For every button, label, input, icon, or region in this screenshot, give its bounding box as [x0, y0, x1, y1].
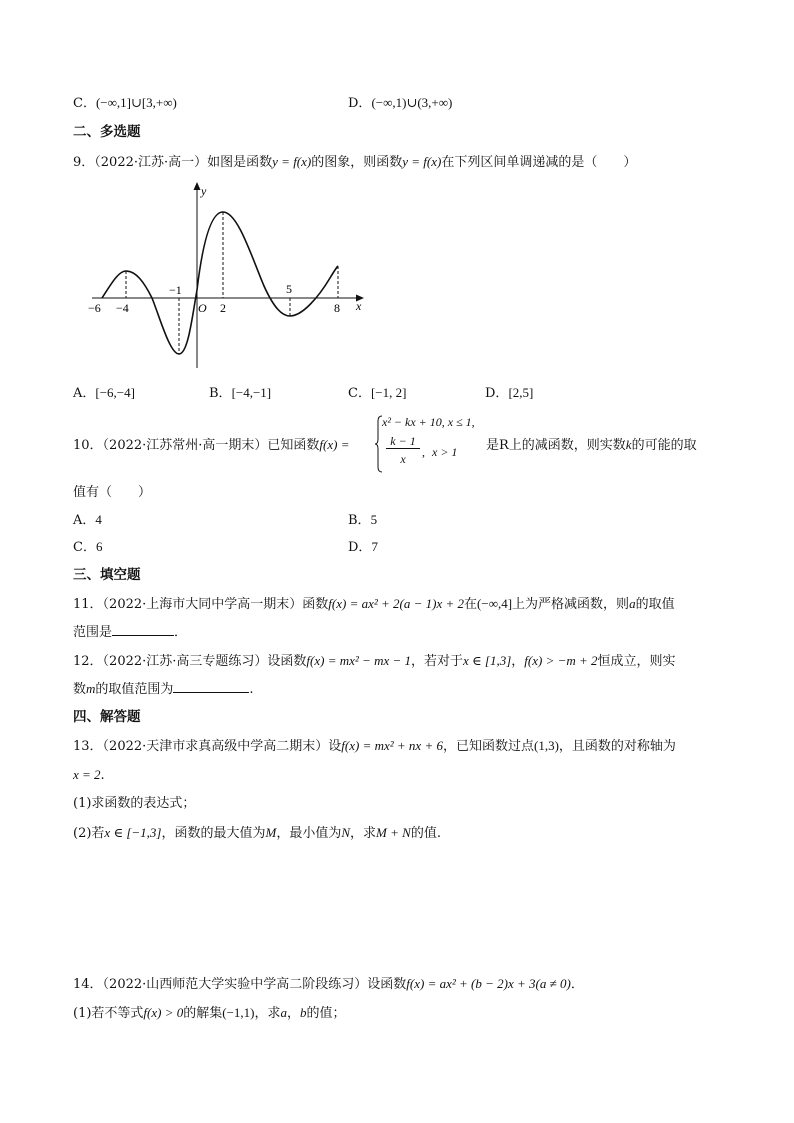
function-curve: [102, 212, 338, 354]
q10-piece-1: x² − kx + 10, x ≤ 1,: [382, 415, 475, 429]
y-axis-label: y: [201, 184, 207, 198]
q9-option-b: B．[−4,−1]: [209, 385, 272, 401]
tick-label: 2: [220, 301, 226, 315]
tick-label: 5: [286, 282, 292, 296]
y-axis-arrow: [194, 182, 201, 190]
q10-piece-2-comma: ,: [422, 445, 425, 459]
section-title-multiple-choice: 二、多选题: [73, 124, 141, 140]
q10-piece-2-condition: x > 1: [432, 445, 458, 459]
q11-stem-continuation: 范围是 ．: [73, 625, 188, 640]
q9-option-c: C．[−1, 2]: [348, 385, 407, 401]
q10-stem-continuation: 值有（ ）: [73, 485, 152, 500]
q10-piece-2-denominator: x: [400, 452, 406, 466]
q9-function-graph: [80, 178, 380, 378]
q10-option-c: C．6: [73, 539, 103, 555]
q12-stem-continuation: 数m的取值范围为 .: [73, 681, 254, 697]
q10-option-b: B．5: [348, 512, 378, 528]
q14-part-1: (1)若不等式f(x) > 0的解集(−1,1)，求a，b的值；: [73, 1005, 346, 1021]
q10-stem-end: 是R上的减函数，则实数k的可能的取: [486, 437, 697, 453]
tick-label: −1: [169, 283, 182, 297]
q13-axis: x = 2.: [73, 767, 105, 783]
origin-label: O: [198, 301, 207, 315]
q12-stem: 12．（2022·江苏·高三专题练习）设函数f(x) = mx² − mx − 1，若对于x ∈ [1,3]，f(x) > −m + 2恒成立，则实: [73, 653, 676, 669]
q10-stem-start: 10．（2022·江苏常州·高一期末）已知函数f(x) =: [73, 437, 350, 453]
q9-option-d: D．[2,5]: [485, 385, 534, 401]
q11-stem: 11．（2022·上海市大同中学高一期末）函数f(x) = ax² + 2(a − 1)x + 2在(−∞,4]上为严格减函数，则a的取值: [73, 596, 675, 612]
tick-label: −4: [116, 301, 129, 315]
q13-stem: 13．（2022·天津市求真高级中学高二期末）设f(x) = mx² + nx + 6，已知函数过点(1,3)，且函数的对称轴为: [73, 738, 676, 754]
tick-label: −6: [88, 301, 101, 315]
section-title-solutions: 四、解答题: [73, 709, 141, 725]
x-axis-label: x: [356, 299, 362, 313]
q8-option-c: C．(−∞,1]∪[3,+∞): [73, 95, 177, 111]
q9-stem: 9．（2022·江苏·高一）如图是函数y = f(x)的图象，则函数y = f(x)在下列区间单调递减的是（ ）: [73, 154, 637, 170]
q10-option-a: A．4: [73, 512, 102, 528]
q10-piece-2-numerator: k − 1: [386, 434, 420, 449]
section-title-fill-in: 三、填空题: [73, 567, 141, 583]
q13-part-1: (1)求函数的表达式；: [73, 796, 196, 811]
tick-label: 8: [334, 301, 340, 315]
q12-answer-blank[interactable]: [173, 680, 249, 693]
q9-option-a: A．[−6,−4]: [73, 385, 135, 401]
q10-option-d: D．7: [348, 539, 378, 555]
q13-part-2: (2)若x ∈ [−1,3]，函数的最大值为M，最小值为N，求M + N的值.: [73, 825, 441, 841]
q8-option-d: D．(−∞,1)∪(3,+∞): [348, 95, 453, 111]
q14-stem: 14．（2022·山西师范大学实验中学高二阶段练习）设函数f(x) = ax² + (b − 2)x + 3(a ≠ 0)．: [73, 976, 584, 992]
q11-answer-blank[interactable]: [112, 623, 174, 636]
